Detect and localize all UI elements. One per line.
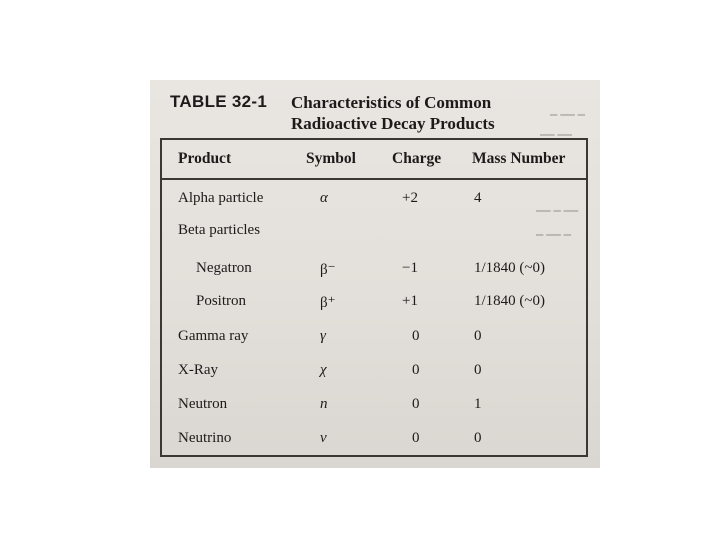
bleed-through-text: ━ ━━ ━ [550,108,585,122]
table-caption-line-2: Radioactive Decay Products [291,114,495,133]
table-caption-line-1: Characteristics of Common [291,93,492,112]
mass-number-cell: 0 [474,328,482,344]
symbol-cell: n [320,396,328,412]
mass-number-cell: 0 [474,362,482,378]
charge-cell: −1 [402,260,418,276]
mass-number-cell: 1 [474,396,482,412]
charge-cell: 0 [412,396,420,412]
product-cell: Negatron [196,260,252,276]
symbol-cell: γ [320,328,326,344]
mass-number-cell: 1/1840 (~0) [474,293,546,309]
product-cell: Neutron [178,396,228,412]
bleed-through-text: ━ ━━ ━ [536,228,571,242]
table-frame [160,138,588,457]
symbol-cell: β⁺ [320,295,336,311]
charge-cell: 0 [412,430,420,446]
symbol-cell: χ [320,362,327,378]
symbol-cell: β⁻ [320,262,336,278]
symbol-cell: α [320,190,328,206]
header-symbol: Symbol [306,150,356,167]
product-cell: Neutrino [178,430,232,446]
product-cell: Alpha particle [178,190,264,206]
charge-cell: 0 [412,328,420,344]
product-cell: X-Ray [178,362,218,378]
product-cell: Gamma ray [178,328,249,344]
scanned-page [150,80,600,468]
mass-number-cell: 4 [474,190,482,206]
table-caption [291,92,551,134]
mass-number-cell: 1/1840 (~0) [474,260,546,276]
product-cell: Positron [196,293,247,309]
bleed-through-text: ━━ ━ ━━ [536,204,579,218]
header-mass-number: Mass Number [472,150,566,167]
mass-number-cell: 0 [474,430,482,446]
table-title [170,92,495,133]
product-cell: Beta particles [178,222,261,238]
header-product: Product [178,150,232,167]
charge-cell: 0 [412,362,420,378]
charge-cell: +1 [402,293,418,309]
symbol-cell: ν [320,430,327,446]
bleed-through-text: ━━ ━━ [540,128,572,142]
table-number: TABLE 32-1 [170,92,268,111]
charge-cell: +2 [402,190,418,206]
header-divider [162,178,586,180]
header-charge: Charge [392,150,442,167]
